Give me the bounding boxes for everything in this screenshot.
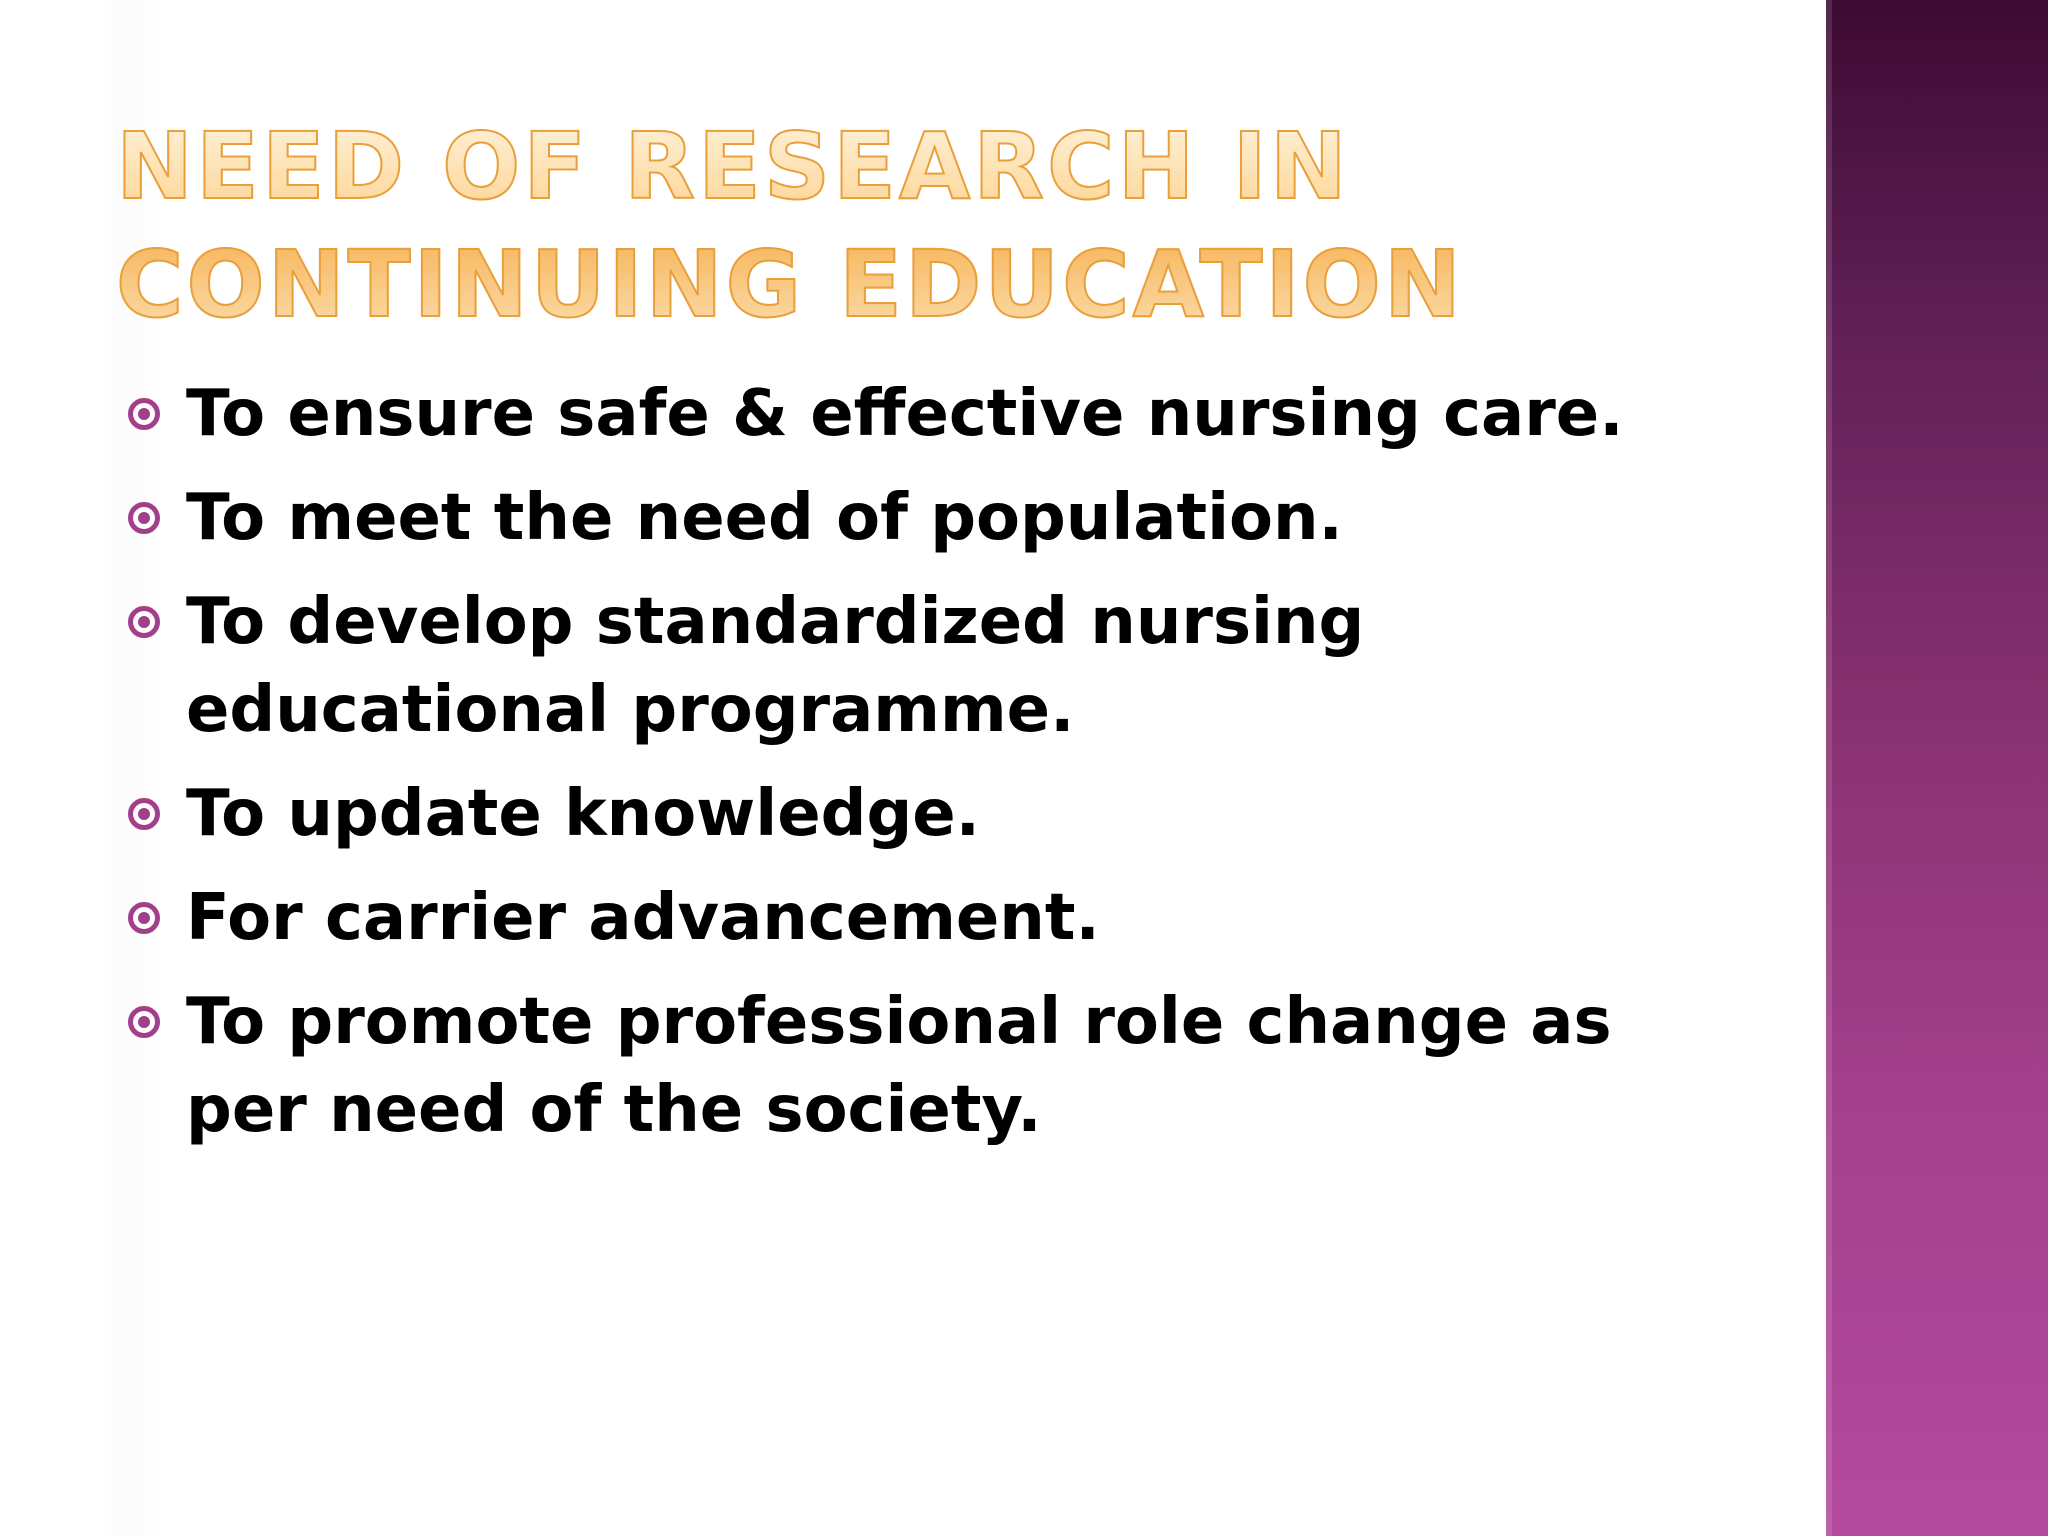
bullet-item <box>128 474 1748 562</box>
bullet-text: To meet the need of population. <box>186 481 1343 555</box>
bullet-item <box>128 578 1748 754</box>
bullet-text: To update knowledge. <box>186 777 980 851</box>
target-bullet-icon <box>128 902 160 934</box>
target-bullet-icon <box>128 398 160 430</box>
target-bullet-icon <box>128 606 160 638</box>
bullet-text: To develop standardized nursing educational programme. <box>186 585 1365 747</box>
bullet-item <box>128 874 1748 962</box>
target-bullet-icon <box>128 502 160 534</box>
decorative-sidebar <box>1826 0 2048 1536</box>
bullet-text: For carrier advancement. <box>186 881 1100 955</box>
target-bullet-icon <box>128 1006 160 1038</box>
bullet-list <box>128 370 1748 1170</box>
bullet-item <box>128 370 1748 458</box>
bullet-item <box>128 978 1748 1154</box>
bullet-text: To promote professional role change as per need of the society. <box>186 985 1612 1147</box>
slide-title: NEED OF RESEARCH IN CONTINUING EDUCATION <box>116 108 1776 344</box>
bullet-item <box>128 770 1748 858</box>
target-bullet-icon <box>128 798 160 830</box>
bullet-text: To ensure safe & effective nursing care. <box>186 377 1624 451</box>
